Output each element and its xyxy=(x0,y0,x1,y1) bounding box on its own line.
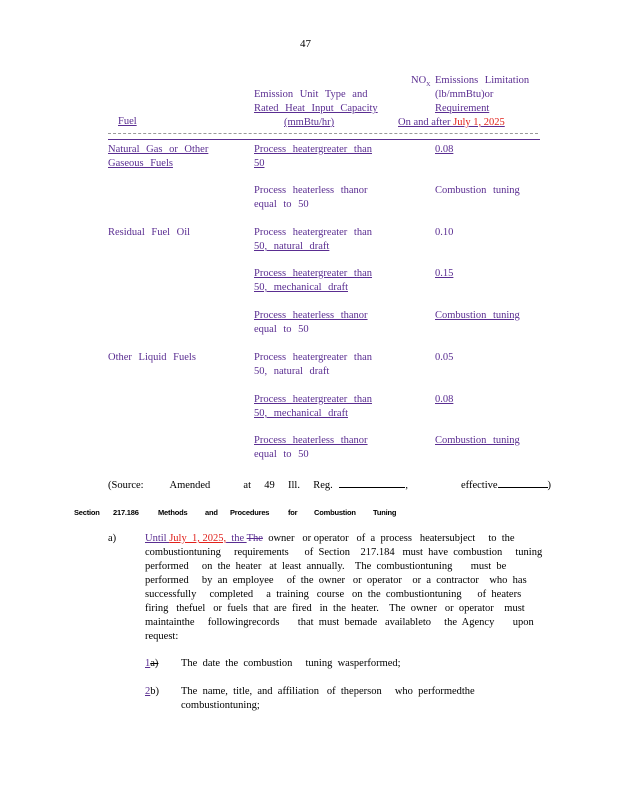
r3-fuel: Residual Fuel Oil xyxy=(108,227,191,238)
source-blank-reg xyxy=(339,477,405,488)
r1-fuel-line2: Gaseous Fuels xyxy=(108,158,173,169)
para-a-line3: performed on the heater at least annually. The combustiontuning must be xyxy=(145,561,507,572)
section-label: Section xyxy=(74,508,100,517)
para-a-line8: request: xyxy=(145,631,179,642)
r2-unit-line1: Process heaterless thanor xyxy=(254,185,368,196)
r3-limit: 0.10 xyxy=(435,227,454,238)
r1-unit-line1: Process heatergreater than xyxy=(254,144,373,155)
section-word-tuning: Tuning xyxy=(373,508,397,517)
header-fuel: Fuel xyxy=(118,116,137,127)
r3-unit-line1: Process heatergreater than xyxy=(254,227,373,238)
r6-unit-line1: Process heatergreater than xyxy=(254,352,373,363)
item2-num-new: 2 xyxy=(145,686,151,697)
item1-num-old: a) xyxy=(150,658,159,669)
header-unit-line1: Emission Unit Type and xyxy=(254,89,368,100)
item2-text-line2: combustiontuning; xyxy=(181,700,260,711)
item2-num-old: b) xyxy=(150,686,159,697)
r7-limit: 0.08 xyxy=(435,394,454,405)
r1-limit: 0.08 xyxy=(435,144,454,155)
header-limit-line4-a: On and after xyxy=(398,117,454,128)
source-note xyxy=(108,477,551,493)
r6-limit: 0.05 xyxy=(435,352,454,363)
section-word-combustion: Combustion xyxy=(314,508,356,517)
section-word-procedures: Procedures xyxy=(230,508,270,517)
item2-number xyxy=(145,685,159,699)
source-text-c: ) xyxy=(547,480,552,491)
para-a-line1 xyxy=(145,532,515,546)
r7-unit-line1: Process heatergreater than xyxy=(254,394,373,405)
header-limit-line4 xyxy=(398,116,505,130)
section-word-and: and xyxy=(205,508,218,517)
source-text-b: , effective xyxy=(405,480,498,491)
r2-limit: Combustion tuning xyxy=(435,185,520,196)
header-limit-line1: Emissions Limitation xyxy=(435,75,530,86)
page-number: 47 xyxy=(300,38,311,50)
item1-number xyxy=(145,657,158,671)
r4-unit-line1: Process heatergreater than xyxy=(254,268,373,279)
r1-fuel-line1: Natural Gas or Other xyxy=(108,144,209,155)
r5-unit-line1: Process heaterless thanor xyxy=(254,310,368,321)
para-a-line5: successfully completed a training course on the combustiontuning of heaters xyxy=(145,589,522,600)
para-a-line6: firing thefuel or fuels that are fired in the heater. The owner or operator must xyxy=(145,603,525,614)
r6-fuel: Other Liquid Fuels xyxy=(108,352,196,363)
r8-unit-line2: equal to 50 xyxy=(254,449,309,460)
r8-limit: Combustion tuning xyxy=(435,435,520,446)
para-a-until-date: July 1, 2025, xyxy=(169,533,227,544)
r5-limit: Combustion tuning xyxy=(435,310,520,321)
para-a-marker: a) xyxy=(108,533,117,544)
header-dashed-rule xyxy=(108,133,538,134)
source-blank-effective xyxy=(498,477,548,488)
para-a-until: Until xyxy=(145,533,170,544)
section-word-methods: Methods xyxy=(158,508,188,517)
para-a-until-the: the xyxy=(226,533,247,544)
section-word-for: for xyxy=(288,508,298,517)
header-unit-line2: Rated Heat Input Capacity xyxy=(254,103,378,114)
header-limit-line2: (lb/mmBtu)or xyxy=(435,89,494,100)
r3-unit-line2: 50, natural draft xyxy=(254,241,330,252)
para-a-line7: maintainthe followingrecords that must bemade availableto the Agency upon xyxy=(145,617,534,628)
item1-num-new: 1 xyxy=(145,658,151,669)
r4-unit-line2: 50, mechanical draft xyxy=(254,282,348,293)
r5-unit-line2: equal to 50 xyxy=(254,324,309,335)
header-nox-sub: X xyxy=(426,82,431,89)
para-a-line2: combustiontuning requirements of Section 217.184 must have combustion tuning xyxy=(145,547,543,558)
header-nox-prefix: NO xyxy=(411,75,427,86)
header-nox xyxy=(411,74,431,92)
r8-unit-line1: Process heaterless thanor xyxy=(254,435,368,446)
r1-unit-line2: 50 xyxy=(254,158,265,169)
r7-unit-line2: 50, mechanical draft xyxy=(254,408,348,419)
header-limit-date: July 1, 2025 xyxy=(453,117,505,128)
item1-text: The date the combustion tuning wasperformed; xyxy=(181,658,401,669)
para-a-struck-the: The xyxy=(246,533,263,544)
header-rule xyxy=(108,139,540,140)
item2-text-line1: The name, title, and affiliation of theperson who performedthe xyxy=(181,686,475,697)
section-number: 217.186 xyxy=(113,508,139,517)
para-a-line1-rest: owner or operator of a process heatersubject to the xyxy=(262,533,515,544)
r6-unit-line2: 50, natural draft xyxy=(254,366,330,377)
source-text-a: (Source: Amended at 49 Ill. Reg. xyxy=(108,480,333,491)
header-unit-line3: (mmBtu/hr) xyxy=(284,117,335,128)
para-a-line4: performed by an employee of the owner or operator or a contractor who has xyxy=(145,575,527,586)
r2-unit-line2: equal to 50 xyxy=(254,199,309,210)
r4-limit: 0.15 xyxy=(435,268,454,279)
header-limit-line3: Requirement xyxy=(435,103,490,114)
